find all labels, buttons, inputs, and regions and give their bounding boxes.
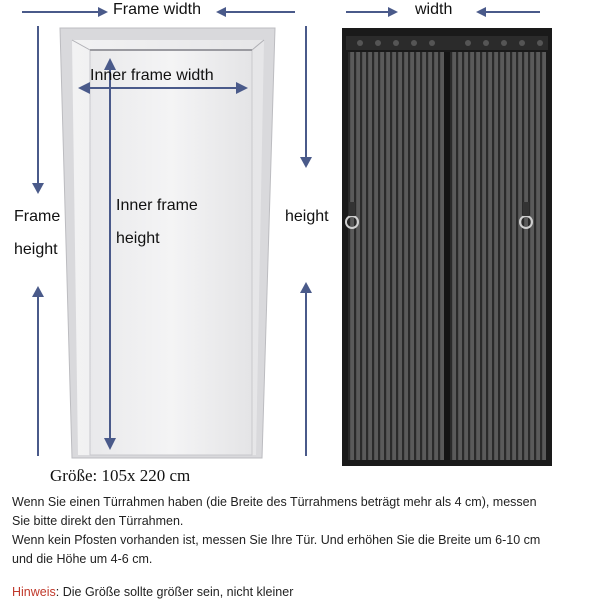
door-frame [60,28,275,458]
frame-width-arrow-right [216,7,295,17]
height-label: height [285,208,329,225]
width-arrow-right [476,7,540,17]
width-arrow-left [346,7,398,17]
height-arrow-top [300,26,312,168]
mesh-screen-door [342,28,552,466]
inner-frame-width-label: Inner frame width [90,67,214,84]
note-prefix: Hinweis [12,585,56,599]
size-label: Größe: 105x 220 cm [50,466,191,485]
instructions [12,493,592,569]
frame-width-arrow-left [22,7,108,17]
instruction-line-1: Wenn Sie einen Türrahmen haben (die Breite des Türrahmens beträgt mehr als 4 cm), messen [12,495,537,509]
width-label: width [415,1,453,18]
note-text: : Die Größe sollte größer sein, nicht kleiner [55,585,294,599]
instruction-line-3: Wenn kein Pfosten vorhanden ist, messen Sie Ihre Tür. Und erhöhen Sie die Breite um 6-10 cm [12,533,541,547]
right-mesh-panel [450,52,546,460]
frame-height-label-line2: height [14,241,58,258]
inner-frame-height-label-line2: height [116,230,160,247]
instruction-line-4: und die Höhe um 4-6 cm. [12,552,153,566]
left-mesh-panel [348,52,444,460]
inner-frame-height-label-line1: Inner frame [116,197,198,214]
frame-width-label: Frame width [113,1,202,18]
note [12,583,592,602]
frame-height-label-line1: Frame [14,208,61,225]
height-arrow-bottom [300,282,312,456]
magnetic-seam [444,52,450,460]
frame-height-arrow-bottom [32,286,44,456]
instruction-line-2: Sie bitte direkt den Türrahmen. [12,514,184,528]
frame-height-arrow-top [32,26,44,194]
